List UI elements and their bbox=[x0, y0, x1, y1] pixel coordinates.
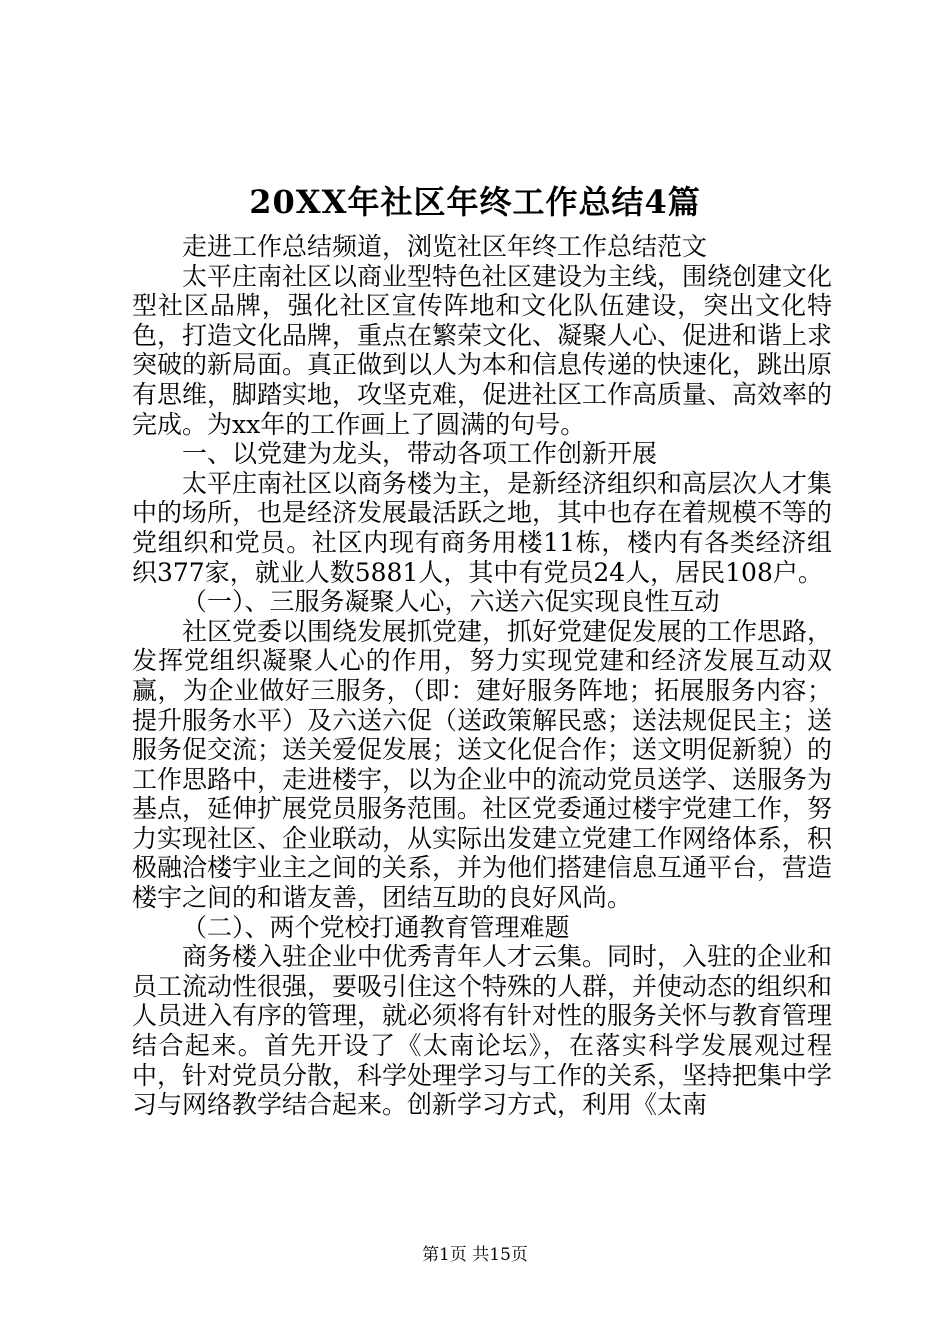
body-paragraph: 太平庄南社区以商业型特色社区建设为主线，围绕创建文化型社区品牌，强化社区宣传阵地和文化队伍建设，突出文化特色，打造文化品牌，重点在繁荣文化、凝聚人心、促进和谐上求突破的新局面。真正做到以人为本和信息传递的快速化，跳出原有思维，脚踏实地，攻坚克难，促进社区工作高质量、高效率的完成。为xx年的工作画上了圆满的句号。 bbox=[132, 261, 833, 439]
document-body bbox=[132, 232, 832, 1120]
section-heading: 一、以党建为龙头，带动各项工作创新开展 bbox=[182, 439, 658, 469]
subsection-heading: （二）、两个党校打通教育管理难题 bbox=[182, 912, 570, 942]
body-paragraph: 社区党委以围绕发展抓党建，抓好党建促发展的工作思路，发挥党组织凝聚人心的作用，努力实现党建和经济发展互动双赢，为企业做好三服务，（即：建好服务阵地；拓展服务内容；提升服务水平）及六送六促（送政策解民惑；送法规促民主；送服务促交流；送关爱促发展；送文化促合作；送文明促新貌）的工作思路中，走进楼宇，以为企业中的流动党员送学、送服务为基点，延伸扩展党员服务范围。社区党委通过楼宇党建工作，努力实现社区、企业联动，从实际出发建立党建工作网络体系，积极融洽楼宇业主之间的关系，并为他们搭建信息互通平台，营造楼宇之间的和谐友善，团结互助的良好风尚。 bbox=[132, 616, 833, 913]
document-title: 20XX年社区年终工作总结4篇 bbox=[249, 183, 701, 221]
body-paragraph: 商务楼入驻企业中优秀青年人才云集。同时，入驻的企业和员工流动性很强，要吸引住这个特殊的人群，并使动态的组织和人员进入有序的管理，就必须将有针对性的服务关怀与教育管理结合起来。首先开设了《太南论坛》，在落实科学发展观过程中，针对党员分散，科学处理学习与工作的关系，坚持把集中学习与网络教学结合起来。创新学习方式，利用《太南 bbox=[132, 942, 833, 1120]
body-paragraph: 太平庄南社区以商务楼为主，是新经济组织和高层次人才集中的场所，也是经济发展最活跃之地，其中也存在着规模不等的党组织和党员。社区内现有商务用楼11栋，楼内有各类经济组织377家，就业人数5881人，其中有党员24人，居民108户。 bbox=[132, 468, 833, 587]
subsection-heading: （一）、三服务凝聚人心，六送六促实现良性互动 bbox=[182, 587, 720, 617]
page-number-footer: 第1页 共15页 bbox=[422, 1245, 528, 1265]
intro-paragraph: 走进工作总结频道，浏览社区年终工作总结范文 bbox=[182, 232, 708, 261]
